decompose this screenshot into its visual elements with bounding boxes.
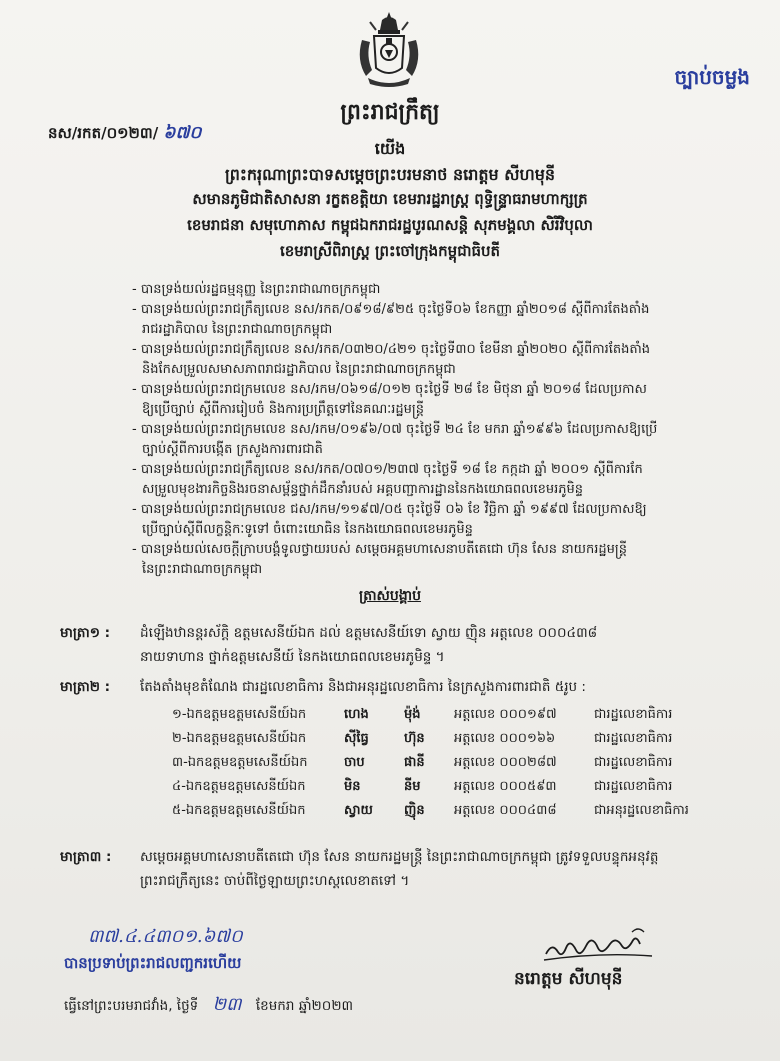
rank-cell: ១-ឯកឧត្តមឧត្តមសេនីយ៍ឯក bbox=[172, 707, 307, 722]
document-type-title: ព្រះរាជក្រឹត្យ bbox=[340, 100, 440, 125]
consideration-line: ច្បាប់ស្តីពីការបង្កើត ក្រសួងការពារជាតិ bbox=[142, 442, 323, 457]
copy-stamp: ច្បាប់ចម្លង bbox=[674, 65, 750, 89]
article-3-label: មាត្រា៣ : bbox=[60, 849, 112, 865]
king-title-line-2: សមានភូមិជាតិសាសនា រក្ខតខត្តិយា ខេមរារដ្ឋរាស្ត្រ ពុទ្ធិន្ទ្រាធរាមហាក្សត្រ bbox=[192, 190, 588, 208]
article-2-line-1: តែងតាំងមុខតំណែង ជារដ្ឋលេខាធិការ និងជាអនុរដ្ឋលេខាធិការ នៃក្រសួងការពារជាតិ ៥រូប : bbox=[140, 679, 586, 695]
given-name-cell: ម៉ុង់ bbox=[404, 707, 421, 722]
given-name-cell: នីម bbox=[404, 779, 421, 794]
given-name-cell: ផានី bbox=[404, 755, 425, 770]
post-cell: ជារដ្ឋលេខាធិការ bbox=[594, 755, 673, 770]
handwritten-day: ២៣ bbox=[212, 994, 242, 1015]
id-cell: អត្តលេខ ០០០៥៩៣ bbox=[454, 779, 557, 794]
consideration-line: - បានទ្រង់យល់ព្រះរាជក្រឹត្យលេខ នស/រកត/០៩១៨/៩២៥ ចុះថ្ងៃទី០៦ ខែកញ្ញា ឆ្នាំ២០១៨ ស្តីពីការតែងតាំង bbox=[132, 302, 650, 317]
post-cell: ជាអនុរដ្ឋលេខាធិការ bbox=[594, 803, 689, 818]
consideration-line: - បានទ្រង់យល់ព្រះរាជក្រមលេខ នស/រកម/០១៩៦/០៧ ចុះថ្ងៃទី ២៤ ខែ មករា ឆ្នាំ១៩៩៦ ដែលប្រកាសឱ្យប្រើ bbox=[132, 422, 658, 437]
considerations-list bbox=[132, 280, 752, 580]
decree-heading: ត្រាស់បង្គាប់ bbox=[359, 588, 421, 604]
article-1-line-1: ដំឡើងឋានន្តរស័ក្តិ ឧត្តមសេនីយ៍ឯក ដល់ ឧត្តមសេនីយ៍ទោ ស្វាយ ញ៉ិន អត្តលេខ ០០០៤៣៨ bbox=[140, 625, 598, 641]
id-cell: អត្តលេខ ០០០៤៣៨ bbox=[454, 803, 557, 818]
rank-cell: ៣-ឯកឧត្តមឧត្តមសេនីយ៍ឯក bbox=[172, 755, 308, 770]
king-title-line-4: ខេមរាស្រីពិរាស្ត្រ ព្រះចៅក្រុងកម្ពុជាធិបតី bbox=[279, 242, 501, 260]
royal-arms-icon bbox=[352, 10, 426, 88]
surname-cell: មិន bbox=[344, 779, 361, 794]
consideration-line: - បានទ្រង់យល់ព្រះរាជក្រមលេខ ជស/រកម/១១៩៧/០៥ ចុះថ្ងៃទី ០៦ ខែ វិច្ឆិកា ឆ្នាំ ១៩៩៧ ដែលប្រកាសឱ្យ bbox=[132, 502, 647, 517]
id-cell: អត្តលេខ ០០០១៩៧ bbox=[454, 707, 557, 722]
consideration-line: រាជរដ្ឋាភិបាល នៃព្រះរាជាណាចក្រកម្ពុជា bbox=[142, 322, 333, 337]
consideration-line: - បានទ្រង់យល់សេចក្តីក្រាបបង្គំទូលថ្វាយរបស់ សម្តេចអគ្គមហាសេនាបតីតេជោ ហ៊ុន សែន នាយករដ្ឋមន្ត្រី bbox=[132, 542, 627, 557]
article-3-line-1: សម្តេចអគ្គមហាសេនាបតីតេជោ ហ៊ុន សែន នាយករដ្ឋមន្ត្រី នៃព្រះរាជាណាចក្រកម្ពុជា ត្រូវទទួលបន្ទុកអនុវត្ត bbox=[140, 849, 659, 865]
surname-cell: ហេង bbox=[344, 707, 369, 722]
given-name-cell: ញ៉ិន bbox=[404, 803, 425, 818]
post-cell: ជារដ្ឋលេខាធិការ bbox=[594, 731, 673, 746]
handwritten-reference: ៣៧.៤.៤៣០១.៦៧០ bbox=[88, 926, 243, 947]
article-1 bbox=[60, 624, 110, 644]
consideration-line: ប្រើច្បាប់ស្តីពីលក្ខន្តិកៈទូទៅ ចំពោះយោធិន នៃកងយោធពលខេមរភូមិន្ទ bbox=[142, 522, 473, 537]
king-title-line-3: ខេមរាជនា សមុហោភាស កម្ពុជឯករាជរដ្ឋបូរណសន្តិ សុភមង្គលា សិរីវិបុលា bbox=[187, 216, 593, 234]
place-date-line bbox=[64, 992, 353, 1019]
consideration-line: - បានទ្រង់យល់រដ្ឋធម្មនុញ្ញ នៃព្រះរាជាណាចក្រកម្ពុជា bbox=[132, 282, 381, 297]
king-title-line-1: ព្រះករុណាព្រះបាទសម្តេចព្រះបរមនាថ នរោត្តម សីហមុនី bbox=[224, 165, 556, 184]
article-3-line-2: ព្រះរាជក្រឹត្យនេះ ចាប់ពីថ្ងៃឡាយព្រះហស្តលេខាតទៅ ។ bbox=[140, 873, 410, 889]
consideration-line: - បានទ្រង់យល់ព្រះរាជក្រឹត្យលេខ នស/រកត/០៣២០/៤២១ ចុះថ្ងៃទី៣០ ខែមីនា ឆ្នាំ២០២០ ស្តីពីការតែងតាំង bbox=[132, 342, 651, 357]
rank-cell: ៥-ឯកឧត្តមឧត្តមសេនីយ៍ឯក bbox=[172, 803, 306, 818]
article-2-label: មាត្រា២ : bbox=[60, 679, 111, 695]
given-name-cell: ហ៊ុន bbox=[404, 731, 425, 746]
post-cell: ជារដ្ឋលេខាធិការ bbox=[594, 779, 673, 794]
article-1-label: មាត្រា១ : bbox=[60, 625, 111, 641]
we-heading: យើង bbox=[374, 139, 406, 158]
id-cell: អត្តលេខ ០០០២៨៧ bbox=[454, 755, 557, 770]
surname-cell: ស្វាយ bbox=[344, 803, 373, 818]
rank-cell: ៤-ឯកឧត្តមឧត្តមសេនីយ៍ឯក bbox=[172, 779, 306, 794]
signatory-name: នរោត្តម សីហមុនី bbox=[514, 969, 623, 989]
consideration-line: និងកែសម្រួលសមាសភាពរាជរដ្ឋាភិបាល នៃព្រះរាជាណាចក្រកម្ពុជា bbox=[142, 362, 456, 377]
consideration-line: - បានទ្រង់យល់ព្រះរាជក្រឹត្យលេខ នស/រកត/០៧០១/២៣៧ ចុះថ្ងៃទី ១៨ ខែ កក្កដា ឆ្នាំ ២០០១ ស្តីពីការកែ bbox=[132, 462, 643, 477]
consideration-line: នៃព្រះរាជាណាចក្រកម្ពុជា bbox=[142, 562, 263, 577]
month-year: ខែមករា ឆ្នាំ២០២៣ bbox=[255, 998, 354, 1014]
article-1-line-2: នាយទាហាន ថ្នាក់ឧត្តមសេនីយ៍ នៃកងយោធពលខេមរភូមិន្ទ ។ bbox=[140, 649, 445, 665]
royal-seal-note: បានប្រទាប់ព្រះរាជលញ្ជករហើយ bbox=[64, 954, 242, 972]
surname-cell: ស៊ីធ្វៃ bbox=[344, 731, 369, 746]
consideration-line: - បានទ្រង់យល់ព្រះរាជក្រមលេខ នស/រកម/០៦១៨/០១២ ចុះថ្ងៃទី ២៨ ខែ មិថុនា ឆ្នាំ ២០១៨ ដែលប្រកាស bbox=[132, 382, 647, 397]
royal-signature bbox=[540, 924, 660, 964]
reference-prefix: នស/រកត/០១២៣/ bbox=[48, 124, 159, 142]
consideration-line: ឱ្យប្រើច្បាប់ ស្តីពីការរៀបចំ និងការប្រព្រឹត្តទៅនៃគណៈរដ្ឋមន្ត្រី bbox=[142, 402, 424, 417]
surname-cell: ចាប bbox=[344, 755, 365, 770]
reference-handwritten-number: ៦៧០ bbox=[163, 123, 202, 143]
consideration-line: សម្រួលមុខងារកិច្ចនិងរចនាសម្ព័ន្ធថ្នាក់ដឹកនាំរបស់ អគ្គបញ្ជាការដ្ឋាននៃកងយោធពលខេមរភូមិន្ទ bbox=[142, 482, 583, 497]
rank-cell: ២-ឯកឧត្តមឧត្តមសេនីយ៍ឯក bbox=[172, 731, 307, 746]
id-cell: អត្តលេខ ០០០១៦៦ bbox=[454, 731, 556, 746]
post-cell: ជារដ្ឋលេខាធិការ bbox=[594, 707, 673, 722]
place-date-prefix: ធ្វើនៅព្រះបរមរាជវាំង, ថ្ងៃទី bbox=[64, 998, 199, 1014]
